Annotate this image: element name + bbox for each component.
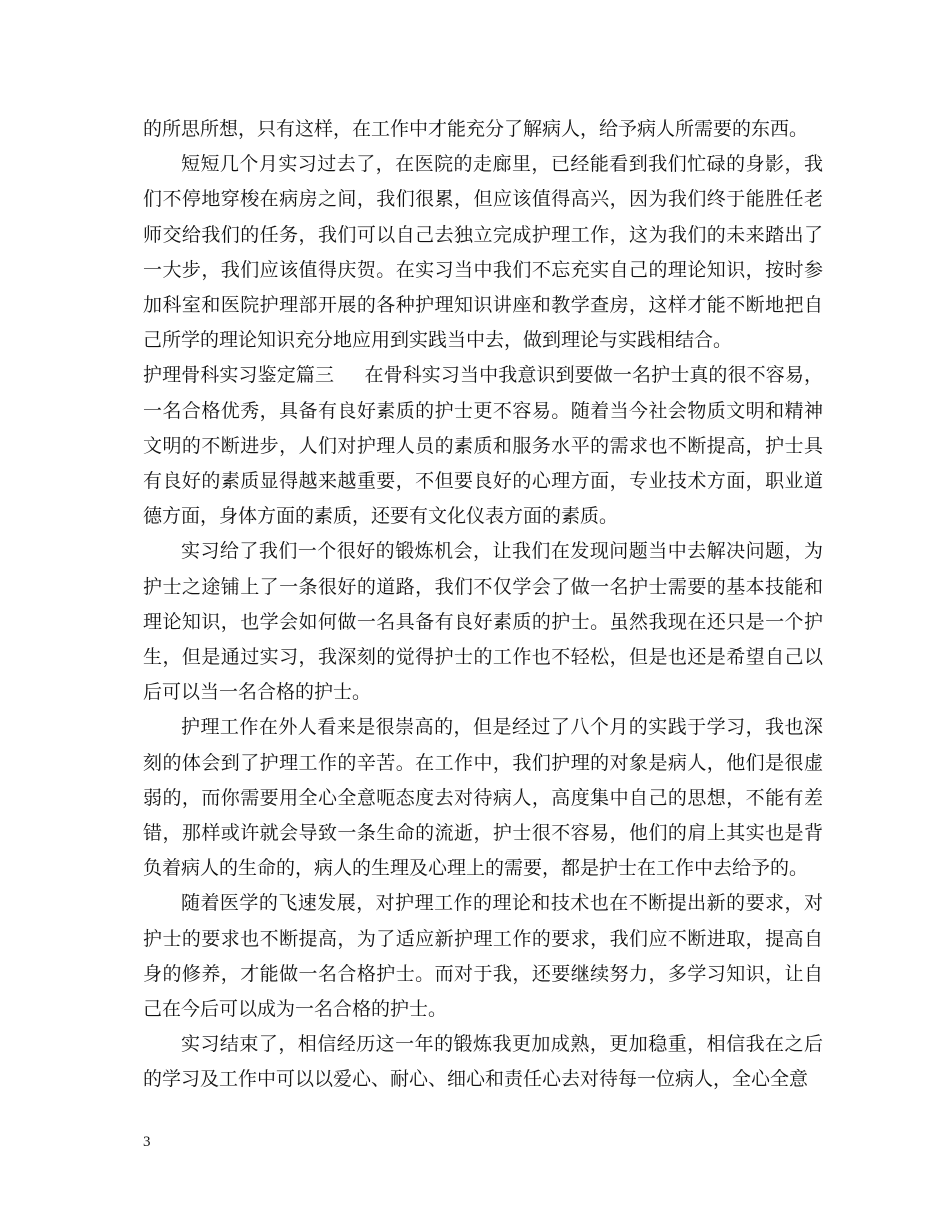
page-number: 3 xyxy=(143,1134,151,1150)
paragraph-2: 短短几个月实习过去了，在医院的走廊里，已经能看到我们忙碌的身影，我们不停地穿梭在病房之间，我们很累，但应该值得高兴，因为我们终于能胜任老师交给我们的任务，我们可以自己去独立完成护理工作，这为我们的未来踏出了一大步，我们应该值得庆贺。在实习当中我们不忘充实自己的理论知识，按时参加科室和医院护理部开展的各种护理知识讲座和教学查房，这样才能不断地把自己所学的理论知识充分地应用到实践当中去，做到理论与实践相结合。 xyxy=(143,153,823,352)
paragraph-4: 实习给了我们一个很好的锻炼机会，让我们在发现问题当中去解决问题，为护士之途铺上了一条很好的道路，我们不仅学会了做一名护士需要的基本技能和理论知识，也学会如何做一名具备有良好素质的护士。虽然我现在还只是一个护生，但是通过实习，我深刻的觉得护士的工作也不轻松，但是也还是希望自己以后可以当一名合格的护士。 xyxy=(143,540,823,704)
section-title: 护理骨科实习鉴定篇三 xyxy=(143,364,335,387)
paragraph-7: 实习结束了，相信经历这一年的锻炼我更加成熟，更加稳重，相信我在之后的学习及工作中可以以爱心、耐心、细心和责任心去对待每一位病人，全心全意 xyxy=(143,1033,823,1091)
paragraph-6: 随着医学的飞速发展，对护理工作的理论和技术也在不断提出新的要求，对护士的要求也不断提高，为了适应新护理工作的要求，我们应不断进取，提高自身的修养，才能做一名合格护士。而对于我，还要继续努力，多学习知识，让自己在今后可以成为一名合格的护士。 xyxy=(143,892,823,1021)
paragraph-3 xyxy=(143,358,823,534)
paragraph-1: 的所思所想，只有这样，在工作中才能充分了解病人，给予病人所需要的东西。 xyxy=(143,118,809,140)
document-body xyxy=(143,112,823,1098)
paragraph-5: 护理工作在外人看来是很崇高的，但是经过了八个月的实践于学习，我也深刻的体会到了护理工作的辛苦。在工作中，我们护理的对象是病人，他们是很虚弱的，而你需要用全心全意呃态度去对待病人，高度集中自己的思想，不能有差错，那样或许就会导致一条生命的流逝，护士很不容易，他们的肩上其实也是背负着病人的生命的，病人的生理及心理上的需要，都是护士在工作中去给予的。 xyxy=(143,716,823,880)
paragraph-3-text: 在骨科实习当中我意识到要做一名护士真的很不容易，一名合格优秀，具备有良好素质的护士更不容易。随着当今社会物质文明和精神文明的不断进步，人们对护理人员的素质和服务水平的需求也不断提高，护士具有良好的素质显得越来越重要，不但要良好的心理方面，专业技术方面，职业道德方面，身体方面的素质，还要有文化仪表方面的素质。 xyxy=(143,364,823,528)
